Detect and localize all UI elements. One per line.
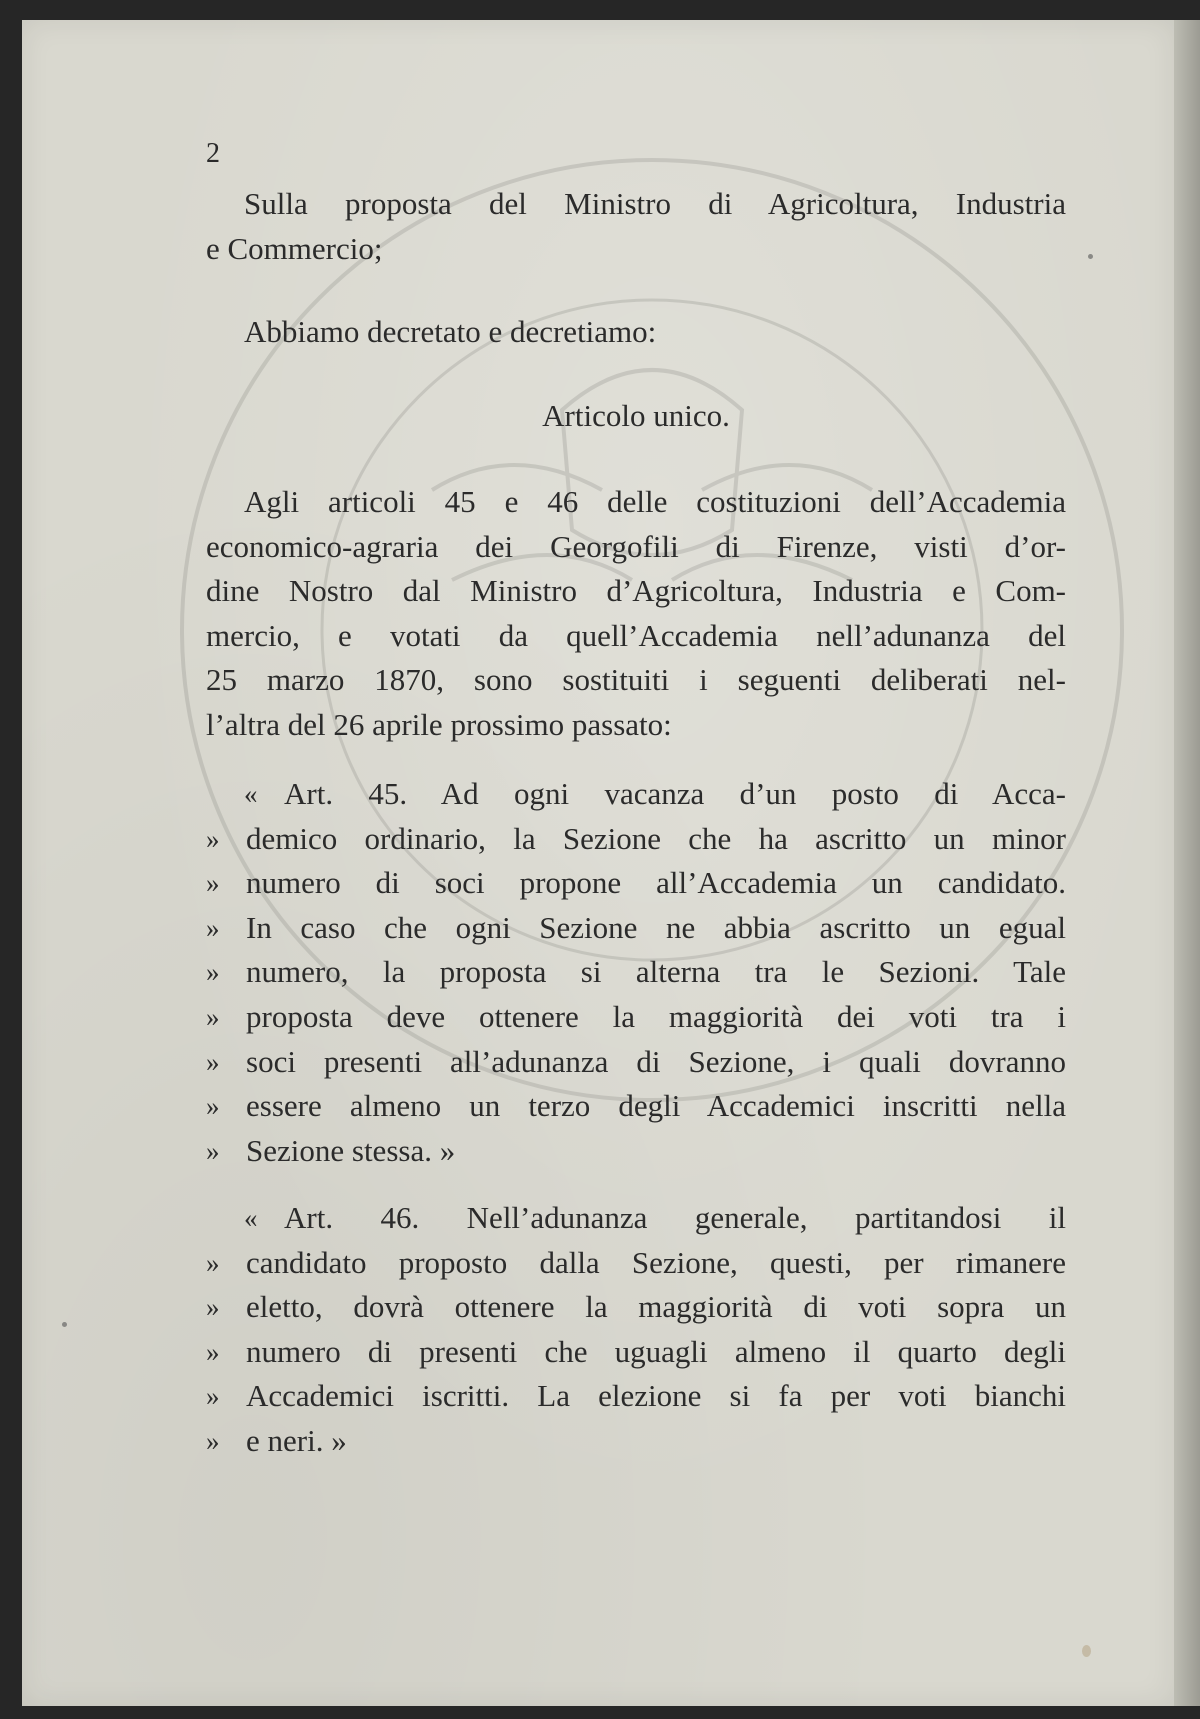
quote-mark: » [206, 1247, 220, 1278]
quote-line [206, 1330, 1066, 1375]
body-paragraph [206, 480, 1066, 748]
quote-mark: » [206, 1381, 220, 1412]
article-45-quote [206, 772, 1066, 1173]
quote-text: essere almeno un terzo degli Accademici inscritti nella [246, 1088, 1066, 1124]
quote-text: proposta deve ottenere la maggiorità dei voti tra i [246, 998, 1066, 1034]
quote-mark: » [206, 1425, 220, 1456]
quote-text: In caso che ogni Sezione ne abbia ascritto un egual [246, 909, 1066, 945]
body-line: dine Nostro dal Ministro d’Agricoltura, Industria e Com- [206, 573, 1066, 609]
quote-mark: » [206, 1001, 220, 1032]
quote-text: Art. 46. Nell’adunanza generale, partitandosi il [284, 1200, 1066, 1235]
quote-line [206, 1419, 1066, 1464]
body-line: economico-agraria dei Georgofili di Firenze, visti d’or- [206, 528, 1066, 564]
page-edge [1174, 20, 1200, 1706]
paper-stain [1082, 1645, 1091, 1657]
quote-text: candidato proposto dalla Sezione, questi, per rimanere [246, 1244, 1066, 1280]
quote-line [206, 906, 1066, 951]
quote-line [206, 772, 1066, 817]
quote-line [206, 995, 1066, 1040]
quote-mark: » [206, 957, 220, 988]
body-line: Agli articoli 45 e 46 delle costituzioni dell’Accademia [244, 484, 1066, 519]
quote-mark: » [206, 868, 220, 899]
quote-text: numero, la proposta si alterna tra le Sezioni. Tale [246, 954, 1066, 990]
quote-line [206, 817, 1066, 862]
quote-mark: « [244, 1203, 258, 1233]
quote-text: eletto, dovrà ottenere la maggiorità di voti sopra un [246, 1289, 1066, 1325]
quote-mark: » [206, 1292, 220, 1323]
body-line: 25 marzo 1870, sono sostituiti i seguenti deliberati nel- [206, 662, 1066, 698]
quote-line [206, 1129, 1066, 1174]
decree-text: Abbiamo decretato e decretiamo: [244, 314, 657, 349]
quote-line [206, 1285, 1066, 1330]
article-46-quote [206, 1196, 1066, 1464]
article-heading [206, 394, 1066, 439]
body-line: l’altra del 26 aprile prossimo passato: [206, 706, 672, 742]
quote-text: demico ordinario, la Sezione che ha ascritto un minor [246, 820, 1066, 856]
quote-text: soci presenti all’adunanza di Sezione, i quali dovranno [246, 1043, 1066, 1079]
quote-mark: » [206, 912, 220, 943]
body-line: mercio, e votati da quell’Accademia nell’adunanza del [206, 617, 1066, 653]
quote-text: numero di presenti che uguagli almeno il quarto degli [246, 1333, 1066, 1369]
quote-text: numero di soci propone all’Accademia un candidato. [246, 865, 1066, 901]
quote-mark: » [206, 1336, 220, 1367]
quote-mark: » [206, 1135, 220, 1166]
quote-line [206, 1241, 1066, 1286]
decree-line [206, 310, 1066, 355]
quote-line [206, 1196, 1066, 1241]
quote-text: e neri. » [246, 1422, 347, 1458]
preamble-paragraph [206, 182, 1066, 271]
quote-mark: » [206, 1046, 220, 1077]
quote-line [206, 861, 1066, 906]
quote-text: Sezione stessa. » [246, 1132, 456, 1168]
quote-line [206, 950, 1066, 995]
quote-text: Accademici iscritti. La elezione si fa per voti bianchi [246, 1378, 1066, 1414]
quote-mark: » [206, 823, 220, 854]
quote-line [206, 1040, 1066, 1085]
article-heading-text: Articolo unico. [542, 398, 730, 433]
preamble-line: Sulla proposta del Ministro di Agricoltura, Industria [244, 186, 1066, 221]
preamble-line: e Commercio; [206, 230, 383, 266]
paper-speck [62, 1322, 67, 1327]
quote-mark: « [244, 779, 258, 809]
page-number: 2 [206, 138, 220, 169]
paper-speck [1088, 254, 1093, 259]
quote-line [206, 1084, 1066, 1129]
quote-mark: » [206, 1091, 220, 1122]
quote-text: Art. 45. Ad ogni vacanza d’un posto di Acca- [284, 776, 1066, 811]
quote-line [206, 1374, 1066, 1419]
